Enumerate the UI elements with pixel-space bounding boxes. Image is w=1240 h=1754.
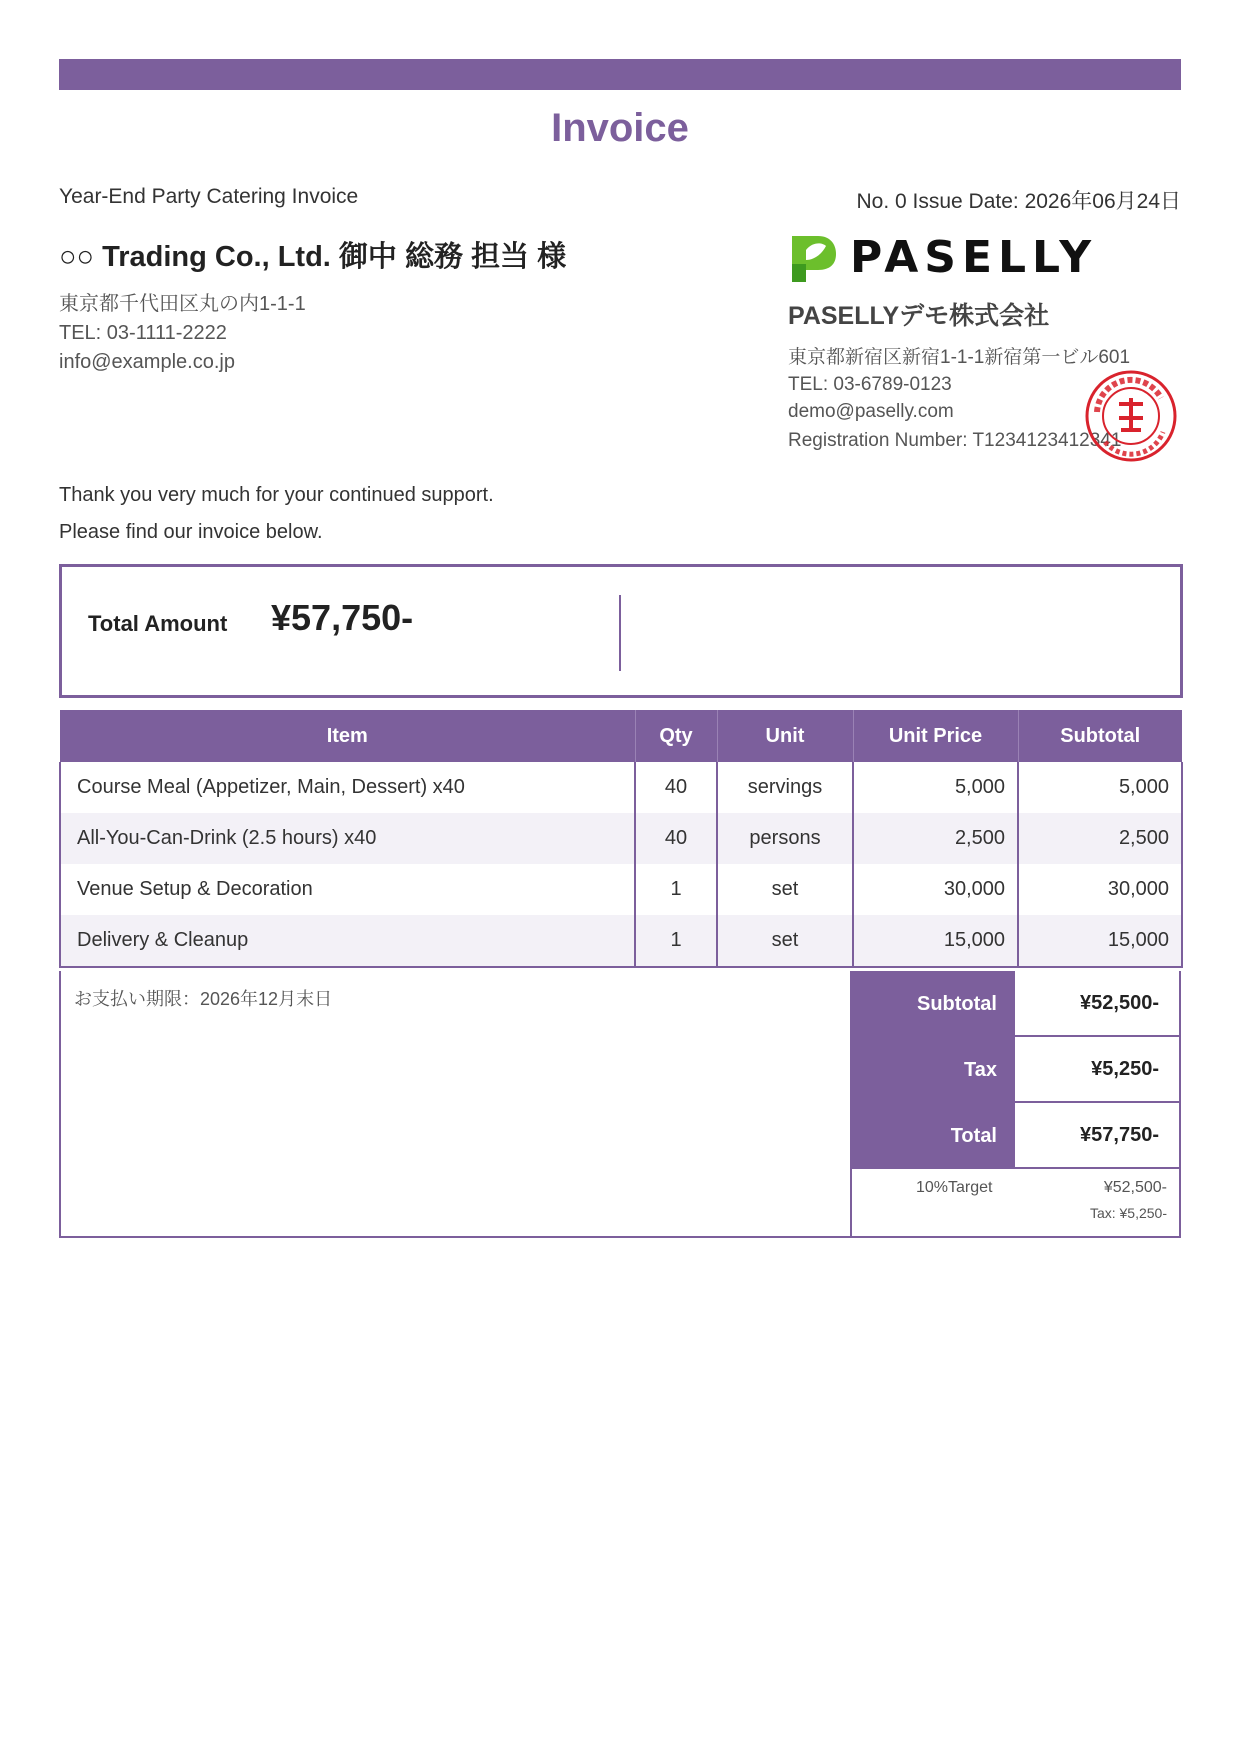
- issuer-tel: TEL: 03-6789-0123: [788, 374, 952, 395]
- registration-number: Registration Number: T1234123412341: [788, 430, 1122, 451]
- invoice-number-date: No. 0 Issue Date: 2026年06月24日: [856, 190, 1181, 213]
- greeting-line-2: Please find our invoice below.: [59, 521, 323, 543]
- cell-subtotal: 15,000: [1018, 915, 1182, 967]
- company-seal-icon: [1083, 368, 1179, 464]
- header-accent-bar: [59, 59, 1181, 90]
- table-row: [60, 813, 1182, 864]
- client-contact: [59, 290, 306, 377]
- cell-unit-price: 2,500: [853, 813, 1018, 864]
- summary-subtotal-row: [850, 971, 1181, 1037]
- cell-item: Course Meal (Appetizer, Main, Dessert) x40: [60, 762, 635, 813]
- total-amount-label: Total Amount: [88, 611, 228, 636]
- summary-block: [850, 971, 1181, 1169]
- cell-qty: 1: [635, 915, 717, 967]
- table-header-row: [60, 710, 1182, 762]
- client-name: ○○ Trading Co., Ltd. 御中 総務 担当 様: [59, 241, 567, 273]
- header-qty: Qty: [635, 710, 717, 762]
- issuer-address: 東京都新宿区新宿1-1-1新宿第一ビル601: [788, 347, 1131, 368]
- cell-subtotal: 2,500: [1018, 813, 1182, 864]
- line-items-table: [59, 710, 1183, 968]
- summary-tax-row: [850, 1037, 1181, 1103]
- header-unit-price: Unit Price: [853, 710, 1018, 762]
- total-amount-box: [59, 564, 1183, 698]
- summary-tax-label: Tax: [850, 1037, 1015, 1103]
- issuer-email: demo@paselly.com: [788, 401, 954, 422]
- invoice-subject: Year-End Party Catering Invoice: [59, 185, 359, 208]
- greeting-line-1: Thank you very much for your continued support.: [59, 484, 494, 506]
- issuer-name: PASELLYデモ株式会社: [788, 302, 1050, 330]
- table-row: [60, 864, 1182, 915]
- summary-total-value: ¥57,750-: [1015, 1103, 1181, 1169]
- client-tel: TEL: 03-1111-2222: [59, 322, 227, 344]
- cell-qty: 40: [635, 762, 717, 813]
- summary-subtotal-label: Subtotal: [850, 971, 1015, 1037]
- tax-breakdown-amount: ¥52,500-: [1103, 1179, 1167, 1196]
- summary-tax-value: ¥5,250-: [1015, 1037, 1181, 1103]
- logo-wordmark: PASELLY: [850, 231, 1098, 283]
- header-item: Item: [60, 710, 635, 762]
- payment-due: お支払い期限：2026年12月末日: [74, 989, 333, 1009]
- cell-item: Delivery & Cleanup: [60, 915, 635, 967]
- total-box-divider: [619, 595, 621, 671]
- cell-item: All-You-Can-Drink (2.5 hours) x40: [60, 813, 635, 864]
- table-row: [60, 915, 1182, 967]
- summary-total-label: Total: [850, 1103, 1015, 1169]
- client-email: info@example.co.jp: [59, 351, 235, 373]
- cell-unit: set: [717, 864, 853, 915]
- cell-qty: 1: [635, 864, 717, 915]
- cell-unit-price: 15,000: [853, 915, 1018, 967]
- tax-breakdown-tax: Tax: ¥5,250-: [1089, 1205, 1167, 1221]
- cell-unit: servings: [717, 762, 853, 813]
- cell-unit: persons: [717, 813, 853, 864]
- cell-unit: set: [717, 915, 853, 967]
- document-title: Invoice: [551, 106, 689, 150]
- table-row: [60, 762, 1182, 813]
- cell-subtotal: 30,000: [1018, 864, 1182, 915]
- cell-unit-price: 30,000: [853, 864, 1018, 915]
- client-address: 東京都千代田区丸の内1-1-1: [59, 293, 306, 315]
- cell-unit-price: 5,000: [853, 762, 1018, 813]
- issuer-logo: [788, 230, 1097, 284]
- total-amount-value: ¥57,750-: [271, 597, 414, 638]
- header-subtotal: Subtotal: [1018, 710, 1182, 762]
- header-unit: Unit: [717, 710, 853, 762]
- cell-item: Venue Setup & Decoration: [60, 864, 635, 915]
- summary-subtotal-value: ¥52,500-: [1015, 971, 1181, 1037]
- summary-total-row: [850, 1103, 1181, 1169]
- tax-breakdown-label: 10%Target: [916, 1179, 993, 1196]
- leaf-logo-icon: [788, 230, 838, 284]
- tax-breakdown: [850, 1169, 1181, 1238]
- issuer-contact: [788, 344, 1130, 425]
- cell-subtotal: 5,000: [1018, 762, 1182, 813]
- cell-qty: 40: [635, 813, 717, 864]
- greeting-text: [59, 477, 494, 551]
